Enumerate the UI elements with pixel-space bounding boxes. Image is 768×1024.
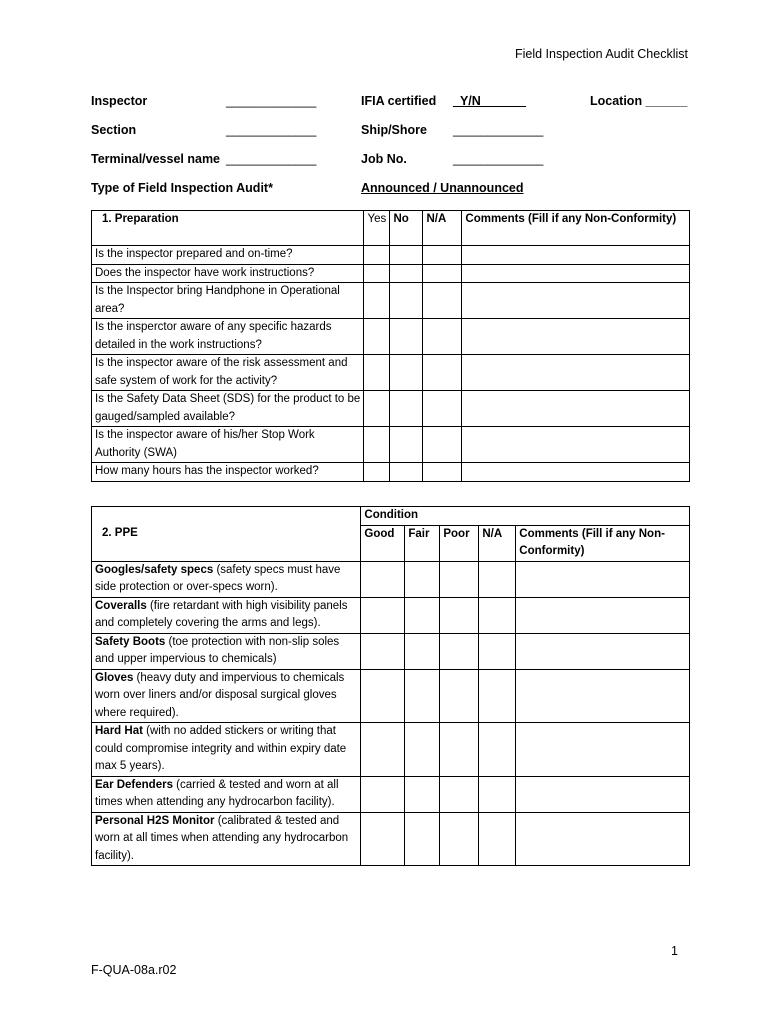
comment-cell[interactable] [462,283,690,319]
poor-cell[interactable] [440,633,479,669]
comment-cell[interactable] [462,427,690,463]
poor-cell[interactable] [440,669,479,723]
preparation-table [91,210,690,482]
col-poor: Poor [440,525,479,561]
question-text: Is the inspector aware of the risk assessment and safe system of work for the activity? [92,355,364,391]
good-cell[interactable] [361,776,405,812]
na-cell[interactable] [479,723,516,777]
ifia-label: IFIA certified [361,94,437,108]
no-cell[interactable] [390,463,423,482]
question-text: Is the inspector aware of his/her Stop Work Authority (SWA) [92,427,364,463]
good-cell[interactable] [361,812,405,866]
section-label: Section [91,123,137,137]
poor-cell[interactable] [440,812,479,866]
poor-cell[interactable] [440,723,479,777]
ppe-item-name: Googles/safety specs [95,563,214,576]
ppe-item-desc: (fire retardant with high visibility panels and completely covering the arms and legs). [95,599,348,629]
ppe-item-name: Personal H2S Monitor [95,814,215,827]
yes-cell[interactable] [364,264,390,283]
yes-cell[interactable] [364,246,390,265]
ppe-item-desc: (safety specs must have side protection or over-specs worn). [95,563,341,593]
na-cell[interactable] [423,463,462,482]
ppe-item-desc: (heavy duty and impervious to chemicals worn over liners and/or disposal surgical gloves where required). [95,671,345,719]
table-row [92,319,690,355]
na-cell[interactable] [423,391,462,427]
preparation-header-row [92,211,690,246]
form-code: F-QUA-08a.r02 [91,963,177,977]
ppe-item-cell [92,597,361,633]
fair-cell[interactable] [405,723,440,777]
inspector-label: Inspector [91,94,148,108]
ppe-item-desc: (carried & tested and worn at all times when attending any hydrocarbon facility). [95,778,339,808]
ship-field[interactable]: _____________ [453,123,544,137]
na-cell[interactable] [423,283,462,319]
ppe-item-cell [92,561,361,597]
comment-cell[interactable] [516,723,690,777]
na-cell[interactable] [423,355,462,391]
na-cell[interactable] [423,319,462,355]
audit-type-value[interactable]: Announced / Unannounced [361,181,524,195]
table-row [92,669,690,723]
question-text: Does the inspector have work instructions? [92,264,364,283]
fair-cell[interactable] [405,597,440,633]
table-row [92,283,690,319]
table-row [92,264,690,283]
terminal-label: Terminal/vessel name [91,152,221,166]
good-cell[interactable] [361,669,405,723]
fair-cell[interactable] [405,669,440,723]
col-good: Good [361,525,405,561]
table-row [92,427,690,463]
comment-cell[interactable] [462,355,690,391]
ppe-item-name: Ear Defenders [95,778,173,791]
question-text: Is the Inspector bring Handphone in Operational area? [92,283,364,319]
yes-cell[interactable] [364,463,390,482]
table-row [92,776,690,812]
poor-cell[interactable] [440,776,479,812]
yes-cell[interactable] [364,319,390,355]
ppe-item-cell [92,633,361,669]
table-row [92,597,690,633]
ship-label: Ship/Shore [361,123,427,137]
comment-cell[interactable] [462,391,690,427]
col-no: No [390,211,423,246]
table-row [92,355,690,391]
ppe-item-name: Gloves [95,671,134,684]
job-label: Job No. [361,152,407,166]
table-row [92,246,690,265]
col-yes: Yes [364,211,390,246]
comment-cell[interactable] [516,561,690,597]
condition-header: Condition [361,507,690,526]
comment-cell[interactable] [462,463,690,482]
ppe-item-desc: (toe protection with non-slip soles and upper impervious to chemicals) [95,635,340,665]
ppe-item-cell [92,812,361,866]
no-cell[interactable] [390,246,423,265]
comment-cell[interactable] [516,597,690,633]
good-cell[interactable] [361,561,405,597]
question-text: Is the inspector prepared and on-time? [92,246,364,265]
no-cell[interactable] [390,427,423,463]
no-cell[interactable] [390,264,423,283]
comment-cell[interactable] [516,633,690,669]
comment-cell[interactable] [462,319,690,355]
comment-cell[interactable] [462,246,690,265]
col-na: N/A [423,211,462,246]
ifia-field[interactable]: _Y/N ______ [453,94,526,108]
fair-cell[interactable] [405,776,440,812]
table-row [92,561,690,597]
poor-cell[interactable] [440,597,479,633]
comment-cell[interactable] [516,776,690,812]
poor-cell[interactable] [440,561,479,597]
comment-cell[interactable] [516,669,690,723]
preparation-title: 1. Preparation [92,211,364,246]
yes-cell[interactable] [364,283,390,319]
no-cell[interactable] [390,391,423,427]
comment-cell[interactable] [462,264,690,283]
inspector-field[interactable]: _____________ [226,94,317,108]
question-text: How many hours has the inspector worked? [92,463,364,482]
audit-type-label: Type of Field Inspection Audit* [91,181,273,195]
no-cell[interactable] [390,319,423,355]
na-cell[interactable] [423,246,462,265]
document-title: Field Inspection Audit Checklist [514,47,688,61]
ppe-table [91,506,690,866]
good-cell[interactable] [361,597,405,633]
ppe-item-desc: (calibrated & tested and worn at all times when attending any hydrocarbon facility). [95,814,349,862]
fair-cell[interactable] [405,561,440,597]
table-row [92,391,690,427]
table-row [92,812,690,866]
yes-cell[interactable] [364,355,390,391]
na-cell[interactable] [479,561,516,597]
terminal-field[interactable]: _____________ [226,152,317,166]
page-number: 1 [671,944,678,958]
yes-cell[interactable] [364,391,390,427]
ppe-condition-row [92,507,690,526]
no-cell[interactable] [390,283,423,319]
na-cell[interactable] [479,812,516,866]
good-cell[interactable] [361,723,405,777]
na-cell[interactable] [479,633,516,669]
fair-cell[interactable] [405,633,440,669]
section-field[interactable]: _____________ [226,123,317,137]
ppe-title: 2. PPE [92,507,361,562]
ppe-item-desc: (with no added stickers or writing that could compromise integrity and within expiry date max 5 years). [95,725,347,772]
ppe-item-name: Coveralls [95,599,147,612]
na-cell[interactable] [479,597,516,633]
col-comments: Comments (Fill if any Non-Conformity) [462,211,690,246]
question-text: Is the insperctor aware of any specific hazards detailed in the work instructions? [92,319,364,355]
no-cell[interactable] [390,355,423,391]
comment-cell[interactable] [516,812,690,866]
yes-cell[interactable] [364,427,390,463]
table-row [92,463,690,482]
col-comments: Comments (Fill if any Non-Conformity) [516,525,690,561]
na-cell[interactable] [479,669,516,723]
ppe-item-cell [92,723,361,777]
ppe-item-cell [92,776,361,812]
fair-cell[interactable] [405,812,440,866]
na-cell[interactable] [423,427,462,463]
location-field[interactable]: Location ______ [590,94,688,108]
table-row [92,723,690,777]
question-text: Is the Safety Data Sheet (SDS) for the product to be gauged/sampled available? [92,391,364,427]
ppe-item-name: Hard Hat [95,725,143,737]
good-cell[interactable] [361,633,405,669]
na-cell[interactable] [423,264,462,283]
table-row [92,633,690,669]
ppe-item-name: Safety Boots [95,635,166,648]
job-field[interactable]: _____________ [453,152,544,166]
na-cell[interactable] [479,776,516,812]
col-na: N/A [479,525,516,561]
col-fair: Fair [405,525,440,561]
ppe-item-cell [92,669,361,723]
